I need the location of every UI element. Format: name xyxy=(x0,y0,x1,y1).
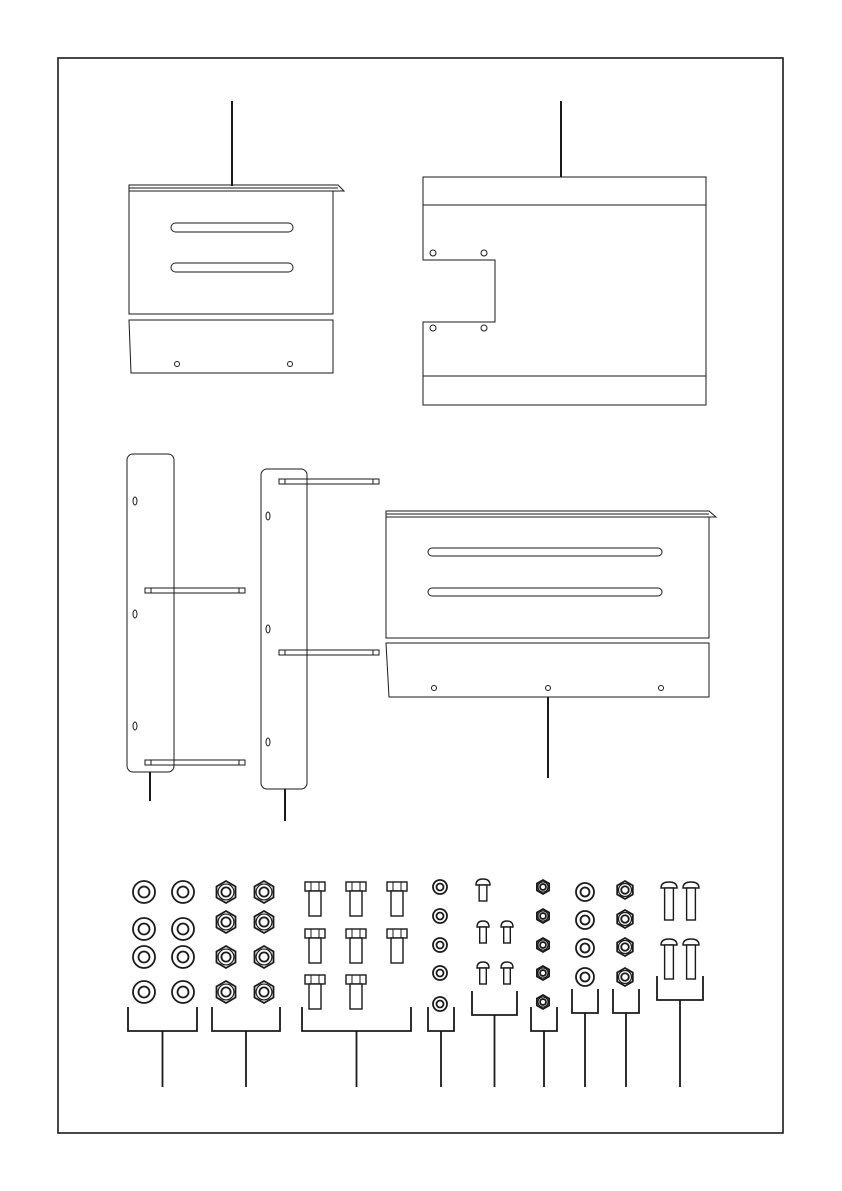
medium-nuts xyxy=(613,881,639,1087)
medium-washers xyxy=(572,883,598,1087)
round-screws xyxy=(472,879,517,1087)
hardware-kit xyxy=(128,879,703,1087)
large-nuts xyxy=(212,881,280,1087)
part-side-strip-left xyxy=(127,454,245,801)
part-lower-shelf-large xyxy=(386,511,716,778)
page-frame xyxy=(58,58,783,1133)
long-screws xyxy=(657,882,703,1087)
part-mounting-plate xyxy=(423,101,706,405)
small-washers xyxy=(428,880,454,1087)
part-side-strip-right xyxy=(261,469,379,821)
small-nuts xyxy=(531,880,557,1087)
large-washers xyxy=(128,881,197,1087)
hex-bolts xyxy=(302,882,411,1087)
part-upper-shelf-small xyxy=(129,101,344,373)
